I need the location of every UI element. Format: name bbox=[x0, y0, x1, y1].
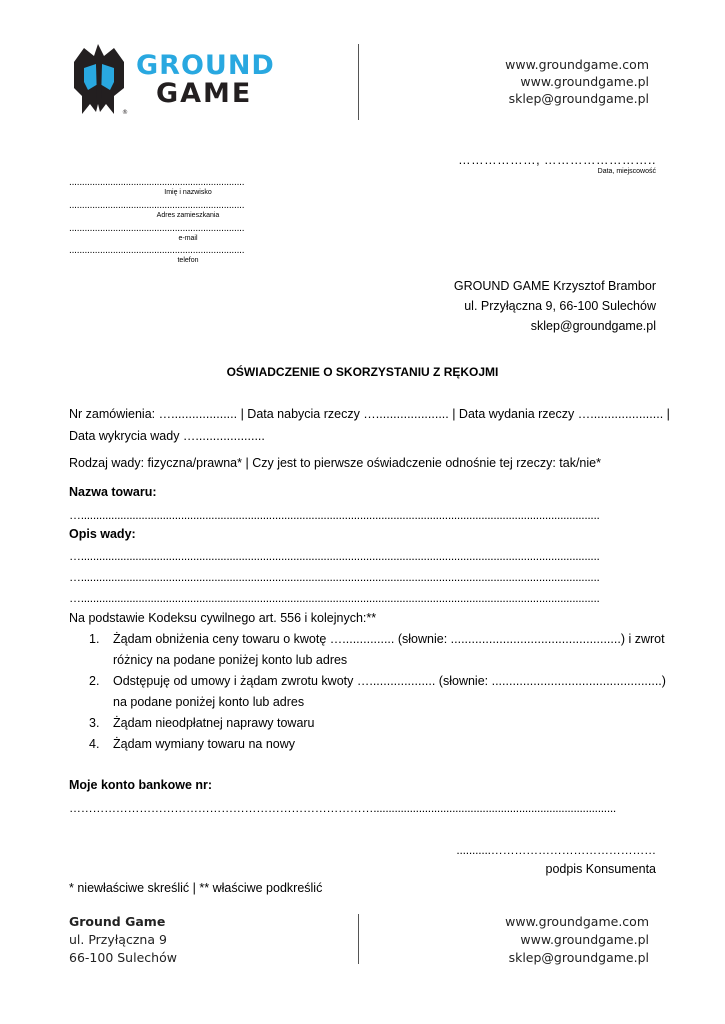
customer-address-field bbox=[69, 201, 295, 219]
shop-email: sklep@groundgame.pl bbox=[530, 319, 656, 333]
field-label: e-mail bbox=[178, 235, 198, 242]
logo-word-game: GAME bbox=[156, 78, 253, 109]
footer-contacts bbox=[505, 913, 649, 967]
field-label: Adres zamieszkania bbox=[156, 212, 220, 219]
field-label: Imię i nazwisko bbox=[164, 189, 212, 196]
list-number: 3. bbox=[89, 716, 100, 730]
bank-account-dots: ……………………………………………………………………................................................................................ bbox=[69, 801, 616, 815]
customer-phone-field bbox=[69, 246, 295, 264]
product-name-label: Nazwa towaru: bbox=[69, 485, 157, 499]
claim-item-2-continued: na podane poniżej konto lub adres bbox=[113, 695, 305, 709]
footer-website-com[interactable]: www.groundgame.com bbox=[505, 914, 649, 929]
header-website-pl[interactable]: www.groundgame.pl bbox=[520, 74, 649, 89]
claim-text: Żądam nieodpłatnej naprawy towaru bbox=[113, 716, 315, 730]
defect-desc-dots: …........................................................................................................................................................................... bbox=[69, 570, 600, 584]
list-number: 1. bbox=[89, 632, 100, 646]
list-number: 2. bbox=[89, 674, 100, 688]
shop-name: GROUND GAME Krzysztof Brambor bbox=[453, 279, 656, 293]
place-date-field bbox=[458, 153, 656, 175]
shop-address bbox=[454, 276, 656, 336]
logo-word-ground: GROUND bbox=[136, 50, 275, 81]
footer-divider bbox=[358, 914, 359, 964]
claim-item-3 bbox=[89, 713, 315, 734]
header-email[interactable]: sklep@groundgame.pl bbox=[508, 91, 649, 106]
claim-item-1 bbox=[89, 629, 665, 650]
signature-dots: ...........…………………………………… bbox=[456, 843, 656, 857]
header-website-com[interactable]: www.groundgame.com bbox=[505, 57, 649, 72]
place-date-dots: ………………, …………………….. bbox=[458, 153, 656, 167]
claim-text: Odstępuję od umowy i żądam zwrotu kwoty …................... (słownie: .................................................) bbox=[113, 674, 666, 688]
claim-text: Żądam obniżenia ceny towaru o kwotę …............... (słownie: .................................................) i zwrot bbox=[113, 632, 665, 646]
footer-address bbox=[69, 913, 177, 967]
legal-basis: Na podstawie Kodeksu cywilnego art. 556 i kolejnych:** bbox=[69, 611, 377, 625]
field-dots: .................................................................... bbox=[69, 201, 245, 211]
footer-city: 66-100 Sulechów bbox=[69, 950, 177, 965]
footer-website-pl[interactable]: www.groundgame.pl bbox=[520, 932, 649, 947]
helmet-icon bbox=[74, 44, 124, 114]
claim-item-4 bbox=[89, 734, 295, 755]
product-name-dots: …........................................................................................................................................................................... bbox=[69, 508, 600, 522]
field-label: telefon bbox=[177, 257, 199, 264]
list-number: 4. bbox=[89, 737, 100, 751]
document-title: OŚWIADCZENIE O SKORZYSTANIU Z RĘKOJMI bbox=[226, 365, 499, 379]
defect-type-line: Rodzaj wady: fizyczna/prawna* | Czy jest to pierwsze oświadczenie odnośnie tej rzeczy: tak/nie* bbox=[69, 456, 601, 470]
defect-desc-label: Opis wady: bbox=[69, 527, 136, 541]
order-info-line-2: Data wykrycia wady ….................... bbox=[69, 429, 265, 443]
customer-name-field bbox=[69, 178, 295, 196]
footer-email[interactable]: sklep@groundgame.pl bbox=[508, 950, 649, 965]
ground-game-logo bbox=[70, 42, 295, 118]
field-dots: .................................................................... bbox=[69, 246, 245, 256]
header-divider bbox=[358, 44, 359, 120]
customer-email-field bbox=[69, 224, 295, 242]
place-date-label: Data, miejscowość bbox=[597, 168, 656, 175]
defect-desc-dots: …........................................................................................................................................................................... bbox=[69, 549, 600, 563]
field-dots: .................................................................... bbox=[69, 224, 245, 234]
claim-text: Żądam wymiany towaru na nowy bbox=[113, 737, 296, 751]
footer-company-name: Ground Game bbox=[69, 914, 166, 929]
claim-item-1-continued: różnicy na podane poniżej konto lub adres bbox=[113, 653, 348, 667]
order-info-line-1: Nr zamówienia: …................... | Data nabycia rzeczy …..................... | Data wydania rzeczy …..................... | bbox=[69, 407, 670, 421]
claim-item-2 bbox=[89, 671, 666, 692]
bank-account-label: Moje konto bankowe nr: bbox=[69, 778, 213, 792]
defect-desc-dots: …........................................................................................................................................................................... bbox=[69, 591, 600, 605]
signature-label: podpis Konsumenta bbox=[545, 862, 656, 876]
logo-mark: ® bbox=[122, 109, 128, 116]
footer-street: ul. Przyłączna 9 bbox=[69, 932, 167, 947]
header-contacts bbox=[505, 56, 649, 107]
shop-street: ul. Przyłączna 9, 66-100 Sulechów bbox=[464, 299, 656, 313]
field-dots: .................................................................... bbox=[69, 178, 245, 188]
footnote: * niewłaściwe skreślić | ** właściwe podkreślić bbox=[69, 881, 323, 895]
